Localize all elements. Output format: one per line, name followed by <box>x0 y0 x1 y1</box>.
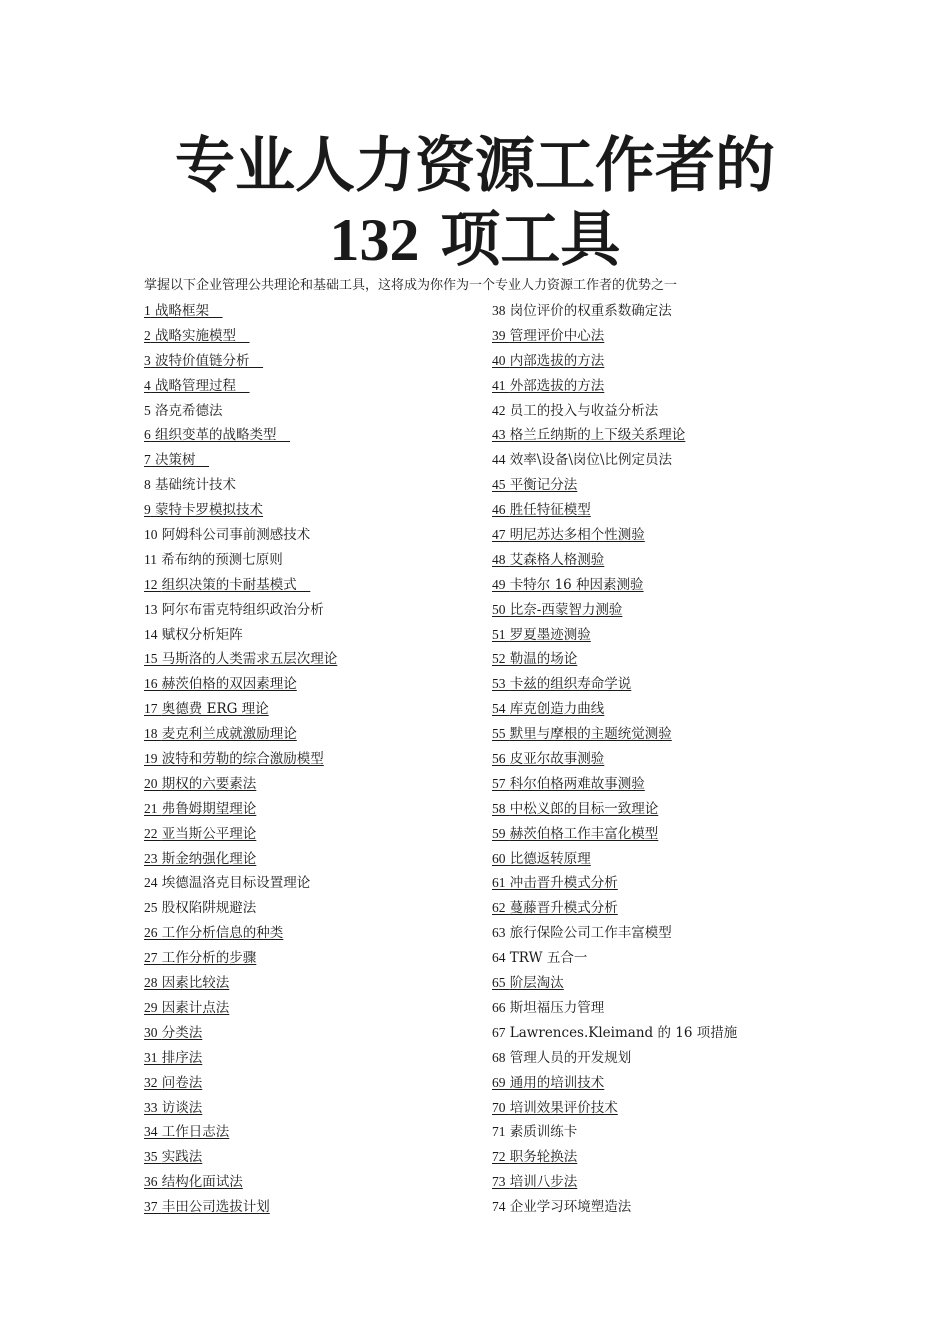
tool-link-item[interactable] <box>144 847 337 872</box>
item-number: 41 <box>492 377 506 393</box>
item-number: 32 <box>144 1074 158 1090</box>
item-label: 比德返转原理 <box>509 850 591 867</box>
tool-link-item[interactable] <box>144 1120 337 1145</box>
item-number: 57 <box>492 775 506 791</box>
item-label: 管理评价中心法 <box>509 327 605 344</box>
item-label: 阿姆科公司事前测感技术 <box>161 527 311 544</box>
tool-link-item[interactable] <box>144 1021 337 1046</box>
item-number: 21 <box>144 800 158 816</box>
item-number: 61 <box>492 875 506 891</box>
tool-link-item[interactable] <box>492 423 737 448</box>
item-label: 赫茨伯格工作丰富化模型 <box>509 825 659 842</box>
item-number: 31 <box>144 1049 158 1065</box>
tool-link-item[interactable] <box>144 822 337 847</box>
tool-link-item[interactable] <box>144 772 337 797</box>
intro-paragraph: 掌握以下企业管理公共理论和基础工具，这将成为你作为一个专业人力资源工作者的优势之一 <box>144 278 678 293</box>
item-number: 40 <box>492 352 506 368</box>
item-label: 工作分析信息的种类 <box>161 925 284 942</box>
item-number: 44 <box>492 452 506 468</box>
item-label: 平衡记分法 <box>509 477 578 494</box>
item-number: 13 <box>144 601 158 617</box>
item-number: 73 <box>492 1174 506 1190</box>
item-number: 33 <box>144 1099 158 1115</box>
item-number: 56 <box>492 751 506 767</box>
item-label: TRW 五合一 <box>509 950 588 967</box>
document-title-line-1: 专业人力资源工作者的 <box>175 131 775 201</box>
tool-link-item[interactable] <box>492 672 737 697</box>
item-label: 工作日志法 <box>161 1124 230 1141</box>
item-number: 72 <box>492 1149 506 1165</box>
tool-link-item[interactable] <box>144 498 337 523</box>
item-label: 格兰丘纳斯的上下级关系理论 <box>509 427 686 444</box>
tool-link-item[interactable] <box>492 747 737 772</box>
item-label: 管理人员的开发规划 <box>509 1049 632 1066</box>
item-number: 67 <box>492 1024 506 1040</box>
item-label: 罗夏墨迹测验 <box>509 626 591 643</box>
tool-list-item <box>492 921 737 946</box>
item-number: 34 <box>144 1124 158 1140</box>
item-label: 中松义郎的目标一致理论 <box>509 800 659 817</box>
tool-link-item[interactable] <box>492 548 737 573</box>
tool-link-item[interactable] <box>144 349 337 374</box>
item-number: 70 <box>492 1099 506 1115</box>
item-number: 15 <box>144 651 158 667</box>
item-number: 71 <box>492 1124 506 1140</box>
title-number: 132 <box>329 207 420 273</box>
tool-link-item[interactable] <box>144 797 337 822</box>
tool-link-item[interactable] <box>492 1096 737 1121</box>
item-label: 组织决策的卡耐基模式 <box>161 576 311 593</box>
tool-link-item[interactable] <box>492 871 737 896</box>
item-number: 68 <box>492 1049 506 1065</box>
tool-link-item[interactable] <box>492 647 737 672</box>
item-number: 49 <box>492 576 506 592</box>
tool-link-item[interactable] <box>144 946 337 971</box>
item-label: 工作分析的步骤 <box>161 950 257 967</box>
item-number: 14 <box>144 626 158 642</box>
tool-list-item <box>144 871 337 896</box>
tool-list-right-column <box>492 299 737 1220</box>
item-number: 22 <box>144 825 158 841</box>
tool-link-item[interactable] <box>492 896 737 921</box>
item-label: 培训效果评价技术 <box>509 1099 618 1116</box>
item-label: 埃德温洛克目标设置理论 <box>161 875 311 892</box>
tool-link-item[interactable] <box>144 1096 337 1121</box>
item-label: 外部选拔的方法 <box>509 377 605 394</box>
item-label: 结构化面试法 <box>161 1174 243 1191</box>
item-number: 60 <box>492 850 506 866</box>
item-label: 波特和劳勒的综合激励模型 <box>161 751 324 768</box>
item-number: 29 <box>144 999 158 1015</box>
item-number: 54 <box>492 701 506 717</box>
item-label: 斯坦福压力管理 <box>509 999 605 1016</box>
item-number: 45 <box>492 477 506 493</box>
item-label: 赫茨伯格的双因素理论 <box>161 676 297 693</box>
item-number: 7 <box>144 452 151 468</box>
tool-link-item[interactable] <box>144 423 337 448</box>
item-number: 1 <box>144 303 151 318</box>
title-suffix: 项工具 <box>419 205 621 275</box>
item-label: 希布纳的预测七原则 <box>161 551 283 568</box>
item-label: 期权的六要素法 <box>161 775 257 792</box>
item-label: 访谈法 <box>161 1099 203 1116</box>
item-number: 58 <box>492 800 506 816</box>
item-label: 阿尔布雷克特组织政治分析 <box>161 601 324 618</box>
item-number: 48 <box>492 551 506 567</box>
item-number: 63 <box>492 925 506 941</box>
tool-link-item[interactable] <box>492 797 737 822</box>
item-number: 35 <box>144 1149 158 1165</box>
tool-list-item <box>492 1046 737 1071</box>
tool-link-item[interactable] <box>492 772 737 797</box>
tool-list-item <box>492 1195 737 1220</box>
tool-link-item[interactable] <box>492 971 737 996</box>
item-number: 8 <box>144 477 151 493</box>
item-label: 排序法 <box>161 1049 203 1066</box>
tool-link-item[interactable] <box>492 324 737 349</box>
item-number: 19 <box>144 751 158 767</box>
item-label: 组织变革的战略类型 <box>155 427 291 444</box>
item-number: 37 <box>144 1199 158 1215</box>
item-label: 麦克利兰成就激励理论 <box>161 726 297 743</box>
item-label: 奥德费 ERG 理论 <box>161 701 269 718</box>
tool-link-item[interactable] <box>144 448 337 473</box>
item-number: 3 <box>144 352 151 368</box>
item-number: 55 <box>492 726 506 742</box>
item-label: 实践法 <box>161 1149 203 1166</box>
item-number: 26 <box>144 925 158 941</box>
tool-link-item[interactable] <box>144 573 337 598</box>
item-number: 24 <box>144 875 158 891</box>
tool-list-item <box>492 946 737 971</box>
item-label: 马斯洛的人类需求五层次理论 <box>161 651 338 668</box>
tool-link-item[interactable] <box>144 971 337 996</box>
item-label: 基础统计技术 <box>155 477 237 494</box>
tool-link-item[interactable] <box>492 1145 737 1170</box>
tool-link-item[interactable] <box>144 324 337 349</box>
item-number: 28 <box>144 975 158 991</box>
tool-link-item[interactable] <box>492 374 737 399</box>
tool-link-item[interactable] <box>144 747 337 772</box>
item-label: 因素计点法 <box>161 999 230 1016</box>
item-number: 53 <box>492 676 506 692</box>
item-number: 74 <box>492 1199 506 1215</box>
item-label: 因素比较法 <box>161 975 230 992</box>
tool-list-item <box>144 598 337 623</box>
item-label: 蒙特卡罗模拟技术 <box>155 502 264 519</box>
item-label: 弗鲁姆期望理论 <box>161 800 257 817</box>
item-label: 股权陷阱规避法 <box>161 900 257 917</box>
tool-link-item[interactable] <box>492 722 737 747</box>
item-label: 效率\设备\岗位\比例定员法 <box>509 452 672 469</box>
tool-link-item[interactable] <box>492 349 737 374</box>
tool-list-item <box>144 896 337 921</box>
item-number: 46 <box>492 502 506 518</box>
item-number: 50 <box>492 601 506 617</box>
item-label: 战略管理过程 <box>155 377 250 394</box>
item-label: 卡兹的组织寿命学说 <box>509 676 632 693</box>
item-number: 64 <box>492 950 506 966</box>
item-label: 通用的培训技术 <box>509 1074 605 1091</box>
item-number: 43 <box>492 427 506 443</box>
item-label: 蔓藤晋升模式分析 <box>509 900 618 917</box>
item-label: 亚当斯公平理论 <box>161 825 257 842</box>
tool-list-item <box>492 1021 737 1046</box>
item-label: 战略框架 <box>155 303 223 319</box>
item-number: 42 <box>492 402 506 418</box>
tool-link-item[interactable] <box>492 523 737 548</box>
tool-list-left-column <box>144 299 337 1220</box>
tool-link-item[interactable] <box>492 697 737 722</box>
item-number: 39 <box>492 327 506 343</box>
item-number: 9 <box>144 502 151 518</box>
item-label: 明尼苏达多相个性测验 <box>509 527 645 544</box>
tool-link-item[interactable] <box>144 1046 337 1071</box>
item-number: 62 <box>492 900 506 916</box>
tool-link-item[interactable] <box>492 623 737 648</box>
item-label: 内部选拔的方法 <box>509 352 605 369</box>
item-label: 赋权分析矩阵 <box>161 626 243 643</box>
item-number: 38 <box>492 303 506 318</box>
item-label: 职务轮换法 <box>509 1149 578 1166</box>
item-number: 10 <box>144 527 158 543</box>
tool-link-item[interactable] <box>144 299 337 324</box>
item-number: 6 <box>144 427 151 443</box>
tool-list-item <box>492 996 737 1021</box>
item-number: 69 <box>492 1074 506 1090</box>
item-label: 艾森格人格测验 <box>509 551 605 568</box>
item-label: 战略实施模型 <box>155 327 250 344</box>
tool-link-item[interactable] <box>492 573 737 598</box>
item-number: 16 <box>144 676 158 692</box>
item-label: 默里与摩根的主题统觉测验 <box>509 726 672 743</box>
tool-link-item[interactable] <box>144 996 337 1021</box>
item-label: 问卷法 <box>161 1074 203 1091</box>
document-title-line-2 <box>0 204 950 276</box>
item-label: 冲击晋升模式分析 <box>509 875 618 892</box>
item-label: 洛克希德法 <box>155 402 223 419</box>
item-number: 30 <box>144 1024 158 1040</box>
item-number: 20 <box>144 775 158 791</box>
item-number: 51 <box>492 626 506 642</box>
tool-link-item[interactable] <box>144 921 337 946</box>
item-number: 12 <box>144 576 158 592</box>
tool-list-item <box>144 548 337 573</box>
item-number: 17 <box>144 701 158 717</box>
item-label: 素质训练卡 <box>509 1124 578 1141</box>
tool-link-item[interactable] <box>492 598 737 623</box>
item-label: 企业学习环境塑造法 <box>509 1199 632 1216</box>
item-label: 波特价值链分析 <box>155 352 264 369</box>
tool-link-item[interactable] <box>492 473 737 498</box>
tool-list-item <box>144 473 337 498</box>
item-label: 员工的投入与收益分析法 <box>509 402 659 419</box>
item-number: 59 <box>492 825 506 841</box>
tool-link-item[interactable] <box>144 647 337 672</box>
item-label: 旅行保险公司工作丰富模型 <box>509 925 672 942</box>
item-number: 25 <box>144 900 158 916</box>
tool-list-item <box>492 399 737 424</box>
tool-link-item[interactable] <box>144 1145 337 1170</box>
tool-link-item[interactable] <box>144 722 337 747</box>
tool-link-item[interactable] <box>492 847 737 872</box>
item-label: 比奈-西蒙智力测验 <box>509 601 623 618</box>
tool-list-item <box>144 523 337 548</box>
item-number: 23 <box>144 850 158 866</box>
tool-list-item <box>492 448 737 473</box>
item-label: 丰田公司选拔计划 <box>161 1199 270 1216</box>
tool-list-item <box>492 1120 737 1145</box>
tool-link-item[interactable] <box>492 822 737 847</box>
item-label: 库克创造力曲线 <box>509 701 605 718</box>
item-number: 5 <box>144 402 151 418</box>
tool-link-item[interactable] <box>144 672 337 697</box>
tool-link-item[interactable] <box>144 697 337 722</box>
item-label: 科尔伯格两难故事测验 <box>509 775 645 792</box>
item-label: 勒温的场论 <box>509 651 578 668</box>
tool-link-item[interactable] <box>144 1170 337 1195</box>
item-number: 2 <box>144 327 151 343</box>
item-number: 18 <box>144 726 158 742</box>
tool-link-item[interactable] <box>492 498 737 523</box>
item-number: 65 <box>492 975 506 991</box>
item-number: 36 <box>144 1174 158 1190</box>
item-number: 4 <box>144 377 151 393</box>
tool-link-item[interactable] <box>144 1071 337 1096</box>
tool-list-item <box>492 299 737 324</box>
item-label: 阶层淘汰 <box>509 975 564 992</box>
item-label: 卡特尔 16 种因素测验 <box>509 576 644 593</box>
item-number: 11 <box>144 551 157 567</box>
item-number: 27 <box>144 950 158 966</box>
tool-link-item[interactable] <box>492 1071 737 1096</box>
tool-link-item[interactable] <box>492 1170 737 1195</box>
item-label: 岗位评价的权重系数确定法 <box>509 303 672 319</box>
tool-link-item[interactable] <box>144 1195 337 1220</box>
item-number: 52 <box>492 651 506 667</box>
item-label: 培训八步法 <box>509 1174 578 1191</box>
item-label: 胜任特征模型 <box>509 502 591 519</box>
tool-list-item <box>144 399 337 424</box>
item-label: 分类法 <box>161 1024 203 1041</box>
item-label: Lawrences.Kleimand 的 16 项措施 <box>509 1024 738 1041</box>
item-label: 决策树 <box>155 452 210 469</box>
item-number: 66 <box>492 999 506 1015</box>
tool-list-item <box>144 623 337 648</box>
item-label: 皮亚尔故事测验 <box>509 751 605 768</box>
item-label: 斯金纳强化理论 <box>161 850 257 867</box>
tool-link-item[interactable] <box>144 374 337 399</box>
item-number: 47 <box>492 527 506 543</box>
